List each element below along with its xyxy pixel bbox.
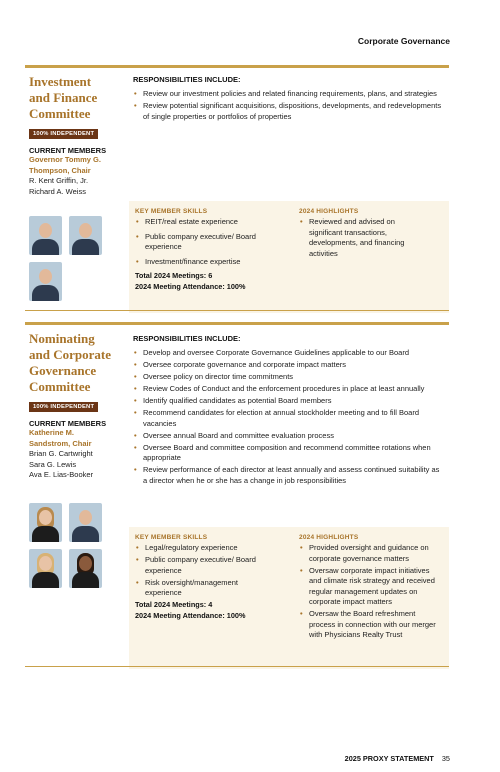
highlights <box>299 534 437 642</box>
section-header: Corporate Governance <box>357 36 450 46</box>
chair-line: Katherine M. <box>29 428 75 437</box>
responsibilities-list <box>133 348 443 486</box>
list-item: • Oversee policy on director time commitments <box>133 372 443 383</box>
key-member-skills <box>135 534 285 621</box>
responsibilities <box>133 334 443 488</box>
title-line: Investment <box>29 74 92 89</box>
list-item: • Review our investment policies and related financing requirements, plans, and strategies <box>133 89 443 100</box>
list-item: • Oversee corporate governance and corporate impact matters <box>133 360 443 371</box>
member-photo <box>29 503 62 542</box>
skills-highlights-panel <box>129 201 449 313</box>
list-item: • Reviewed and advised on significant transactions, developments, and financing activities <box>299 217 429 259</box>
chair-line: Sandstrom, Chair <box>29 438 92 448</box>
skills-heading: KEY MEMBER SKILLS <box>135 534 208 541</box>
list-item: • Recommend candidates for election at annual stockholder meeting and to fill Board vacancies <box>133 408 443 429</box>
list-item: • Review potential significant acquisitions, dispositions, developments, and redevelopments of single properties or portfolios of properties <box>133 101 443 122</box>
title-line: Committee <box>29 379 91 394</box>
title-line: Nominating <box>29 331 95 346</box>
title-line: Committee <box>29 106 91 121</box>
committee-info <box>25 68 125 197</box>
highlights-heading: 2024 HIGHLIGHTS <box>299 534 359 541</box>
responsibilities-list <box>133 89 443 122</box>
chair-name <box>29 155 125 176</box>
members-heading: CURRENT MEMBERS <box>29 419 107 428</box>
list-item: • Risk oversight/management experience <box>135 578 265 599</box>
list-item: • Oversaw the Board refreshment process in connection with our merger with Physicians Realty Trust <box>299 609 437 641</box>
total-meetings: Total 2024 Meetings: 4 <box>135 600 213 609</box>
chair-name <box>29 428 125 449</box>
member-photo <box>69 549 102 588</box>
committee-info <box>25 325 125 481</box>
member-photo <box>29 549 62 588</box>
list-item: • Investment/finance expertise <box>135 257 285 268</box>
highlights <box>299 208 429 261</box>
list-item: • Public company executive/ Board experience <box>135 232 265 253</box>
list-item: • Develop and oversee Corporate Governance Guidelines applicable to our Board <box>133 348 443 359</box>
list-item: • Identify qualified candidates as potential Board members <box>133 396 443 407</box>
total-meetings: Total 2024 Meetings: 6 <box>135 271 213 280</box>
committee-title <box>29 331 125 395</box>
skills-list <box>135 217 285 267</box>
member-name: Richard A. Weiss <box>29 186 86 196</box>
list-item: • Oversee Board and committee composition and recommend committee rotations when appropriate <box>133 443 443 464</box>
list-item: • Oversee annual Board and committee evaluation process <box>133 431 443 442</box>
footer-label: 2025 PROXY STATEMENT <box>344 754 434 763</box>
list-item: • Provided oversight and guidance on corporate governance matters <box>299 543 437 564</box>
committee-title <box>29 74 125 122</box>
title-line: Governance <box>29 363 97 378</box>
chair-line: Governor Tommy G. <box>29 155 101 164</box>
page-number: 35 <box>441 754 450 763</box>
member-photo <box>69 216 102 255</box>
list-item: • Legal/regulatory experience <box>135 543 285 554</box>
list-item: • Oversaw corporate impact initiatives and climate risk strategy and received regular management updates on corporate impact matters <box>299 566 437 608</box>
highlights-list <box>299 543 437 641</box>
responsibilities-heading: RESPONSIBILITIES INCLUDE: <box>133 334 241 343</box>
key-member-skills <box>135 208 285 292</box>
independent-badge: 100% INDEPENDENT <box>29 402 98 412</box>
meeting-attendance: 2024 Meeting Attendance: 100% <box>135 281 246 291</box>
member-name: Brian G. Cartwright <box>29 449 93 458</box>
page-footer <box>345 754 450 763</box>
list-item: • Review Codes of Conduct and the enforcement procedures in place at least annually <box>133 384 443 395</box>
section-divider <box>25 310 449 311</box>
nominating-committee-section <box>25 322 449 667</box>
member-photo <box>29 262 62 301</box>
section-divider <box>25 666 449 667</box>
member-name: Sara G. Lewis <box>29 459 77 469</box>
independent-badge: 100% INDEPENDENT <box>29 129 98 139</box>
highlights-list <box>299 217 429 259</box>
skills-highlights-panel <box>129 527 449 669</box>
title-line: and Finance <box>29 90 98 105</box>
investment-committee-section <box>25 65 449 311</box>
highlights-heading: 2024 HIGHLIGHTS <box>299 208 359 215</box>
members-heading: CURRENT MEMBERS <box>29 146 107 155</box>
list-item: • Review performance of each director at least annually and assess continued suitability as a director when he or she has a change in job responsibilities <box>133 465 443 486</box>
skills-list <box>135 543 285 599</box>
list-item: • REIT/real estate experience <box>135 217 285 228</box>
skills-heading: KEY MEMBER SKILLS <box>135 208 208 215</box>
chair-line: Thompson, Chair <box>29 165 91 175</box>
member-photo <box>69 503 102 542</box>
list-item: • Public company executive/ Board experience <box>135 555 265 576</box>
member-photo <box>29 216 62 255</box>
title-line: and Corporate <box>29 347 111 362</box>
member-name: R. Kent Griffin, Jr. <box>29 176 89 185</box>
member-name: Ava E. Lias-Booker <box>29 470 94 479</box>
responsibilities <box>133 75 443 124</box>
responsibilities-heading: RESPONSIBILITIES INCLUDE: <box>133 75 241 84</box>
meeting-attendance: 2024 Meeting Attendance: 100% <box>135 610 246 620</box>
